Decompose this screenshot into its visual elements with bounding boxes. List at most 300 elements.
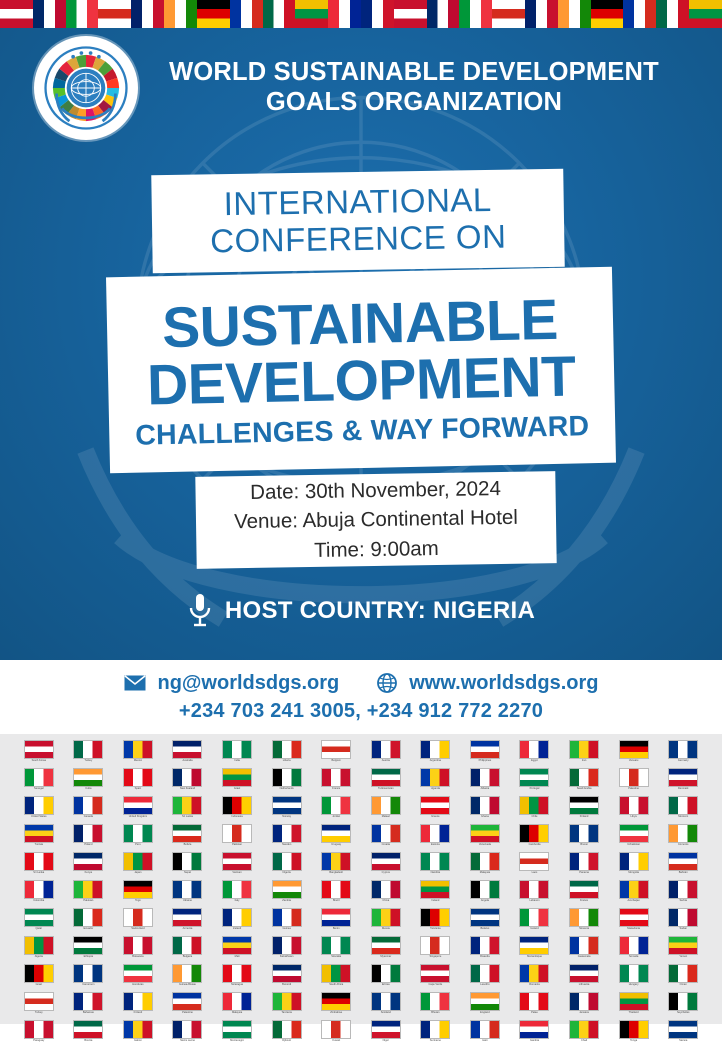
- contact-bar: [0, 660, 722, 734]
- country-name-label: Netherlands: [279, 787, 294, 790]
- country-name-label: Germany: [677, 759, 689, 762]
- country-name-label: Italy: [234, 899, 240, 902]
- country-flag-icon: [222, 852, 252, 871]
- country-flag-icon: [519, 1020, 549, 1039]
- country-name-label: Bolivia: [183, 843, 192, 846]
- country-name-label: Montenegro: [230, 1039, 244, 1042]
- country-flag-icon: [123, 740, 153, 759]
- country-flag-icon: [470, 768, 500, 787]
- country-flag-icon: [569, 852, 599, 871]
- country-name-label: Palestine: [628, 787, 639, 790]
- country-name-label: Gambia: [529, 1039, 540, 1042]
- country-flag-icon: [321, 796, 351, 815]
- country-name-label: Botswana: [132, 955, 144, 958]
- flag-strip-item: [66, 0, 99, 28]
- country-name-label: Haiti: [482, 1039, 488, 1042]
- country-name-label: Egypt: [531, 759, 538, 762]
- country-name-label: Norway: [282, 815, 292, 818]
- country-flag-icon: [172, 824, 202, 843]
- country-flag-icon: [519, 768, 549, 787]
- flag-cell: [313, 936, 359, 963]
- country-flag-icon: [371, 796, 401, 815]
- country-flag-icon: [172, 936, 202, 955]
- country-name-label: Tunisia: [34, 843, 43, 846]
- flag-cell: [165, 1020, 211, 1047]
- country-flag-icon: [420, 824, 450, 843]
- flag-cell: [363, 1020, 409, 1047]
- flag-cell: [264, 796, 310, 823]
- flag-cell: [16, 852, 62, 879]
- country-name-label: Tonga: [630, 1039, 638, 1042]
- flag-cell: [214, 852, 260, 879]
- country-flag-icon: [519, 880, 549, 899]
- country-name-label: Canada: [83, 815, 93, 818]
- flag-cell: [165, 768, 211, 795]
- country-flag-icon: [668, 908, 698, 927]
- flag-cell: [561, 908, 607, 935]
- country-name-label: Guinea-Bissau: [178, 983, 196, 986]
- country-name-label: Serbia: [679, 899, 687, 902]
- flag-cell: [413, 936, 459, 963]
- country-flag-icon: [420, 936, 450, 955]
- country-name-label: Pakistan: [83, 899, 94, 902]
- event-time: Time: 9:00am: [314, 536, 439, 562]
- country-flag-icon: [321, 936, 351, 955]
- country-flag-icon: [619, 964, 649, 983]
- flag-cell: [264, 964, 310, 991]
- country-name-label: Denmark: [677, 787, 689, 790]
- country-flag-icon: [470, 740, 500, 759]
- country-name-label: Togo: [135, 899, 141, 902]
- country-flag-icon: [420, 880, 450, 899]
- flag-cell: [214, 1020, 260, 1047]
- country-flag-icon: [519, 908, 549, 927]
- country-name-label: Indonesia: [231, 815, 243, 818]
- flag-cell: [660, 936, 706, 963]
- country-name-label: Djibouti: [282, 1039, 291, 1042]
- flag-cell: [363, 796, 409, 823]
- country-name-label: Kazakhstan: [279, 955, 294, 958]
- conference-title-line2: DEVELOPMENT: [146, 344, 577, 417]
- flag-cell: [611, 964, 657, 991]
- country-flag-icon: [619, 768, 649, 787]
- country-flag-icon: [222, 768, 252, 787]
- country-flag-icon: [321, 1020, 351, 1039]
- flag-cell: [462, 1020, 508, 1047]
- flag-cell: [16, 768, 62, 795]
- flag-cell: [561, 1020, 607, 1047]
- country-flag-icon: [470, 992, 500, 1011]
- country-name-label: Zambia: [282, 899, 291, 902]
- flag-cell: [660, 824, 706, 851]
- flag-cell: [512, 1020, 558, 1047]
- flag-cell: [313, 796, 359, 823]
- flag-cell: [611, 1020, 657, 1047]
- country-name-label: Cyprus: [381, 871, 390, 874]
- country-flag-icon: [321, 852, 351, 871]
- flag-cell: [313, 992, 359, 1019]
- country-name-label: Tanzania: [430, 927, 441, 930]
- country-flag-icon: [519, 824, 549, 843]
- flag-cell: [413, 796, 459, 823]
- country-flag-icon: [420, 964, 450, 983]
- country-flag-icon: [222, 880, 252, 899]
- country-flag-icon: [470, 796, 500, 815]
- world-flags-panel: [0, 734, 722, 1042]
- country-name-label: Russia: [381, 927, 390, 930]
- country-name-label: Mexico: [133, 759, 143, 762]
- flag-cell: [115, 768, 161, 795]
- country-name-label: Sri Lanka: [33, 871, 45, 874]
- country-flag-icon: [123, 768, 153, 787]
- envelope-icon: [124, 675, 146, 691]
- flag-cell: [16, 908, 62, 935]
- country-flag-icon: [619, 740, 649, 759]
- flag-strip-item: [656, 0, 689, 28]
- flag-cell: [561, 740, 607, 767]
- flag-cell: [214, 992, 260, 1019]
- country-flag-icon: [569, 824, 599, 843]
- flag-cell: [214, 768, 260, 795]
- country-flag-icon: [272, 852, 302, 871]
- country-name-label: Palestine: [182, 1011, 193, 1014]
- country-name-label: Belarus: [480, 927, 490, 930]
- country-name-label: Malawi: [381, 815, 390, 818]
- country-name-label: Ethiopia: [83, 955, 94, 958]
- country-flag-icon: [24, 936, 54, 955]
- flag-cell: [16, 964, 62, 991]
- flag-cell: [413, 880, 459, 907]
- country-name-label: Angola: [480, 899, 489, 902]
- host-country-row: [0, 592, 722, 630]
- event-date: Date: 30th November, 2024: [250, 477, 502, 505]
- country-flag-icon: [24, 1020, 54, 1039]
- flag-cell: [462, 740, 508, 767]
- country-flag-icon: [420, 908, 450, 927]
- flag-cell: [561, 936, 607, 963]
- flag-cell: [165, 796, 211, 823]
- country-flag-icon: [519, 964, 549, 983]
- flag-cell: [66, 768, 112, 795]
- country-name-label: Nepal: [184, 871, 191, 874]
- country-flag-icon: [123, 908, 153, 927]
- country-name-label: Turkey: [84, 759, 93, 762]
- country-name-label: Senegal: [34, 787, 44, 790]
- country-flag-icon: [569, 992, 599, 1011]
- flag-strip-item: [394, 0, 427, 28]
- country-name-label: Seychelles: [676, 1011, 690, 1014]
- country-name-label: Cameroon: [82, 983, 95, 986]
- flag-cell: [66, 852, 112, 879]
- flag-cell: [561, 964, 607, 991]
- country-name-label: Spain: [134, 787, 142, 790]
- country-name-label: Algeria: [34, 955, 43, 958]
- flag-cell: [66, 936, 112, 963]
- country-name-label: Oman: [679, 983, 687, 986]
- flag-cell: [66, 824, 112, 851]
- country-name-label: Tanzania: [281, 1011, 292, 1014]
- country-name-label: Brunei: [580, 843, 588, 846]
- country-flag-icon: [272, 1020, 302, 1039]
- country-name-label: New Zealand: [179, 787, 196, 790]
- flag-cell: [561, 992, 607, 1019]
- flag-cell: [611, 796, 657, 823]
- country-flag-icon: [123, 964, 153, 983]
- country-flag-icon: [420, 1020, 450, 1039]
- country-name-label: Belgium: [331, 759, 341, 762]
- country-name-label: Yemen: [679, 955, 688, 958]
- country-flag-icon: [668, 768, 698, 787]
- flag-cell: [16, 796, 62, 823]
- flag-cell: [16, 824, 62, 851]
- country-name-label: Finland: [579, 815, 589, 818]
- flag-cell: [363, 964, 409, 991]
- flag-cell: [512, 824, 558, 851]
- country-flag-icon: [123, 852, 153, 871]
- country-name-label: Ireland: [431, 899, 440, 902]
- flag-cell: [413, 740, 459, 767]
- country-flag-icon: [222, 992, 252, 1011]
- flag-cell: [313, 824, 359, 851]
- country-name-label: Malaysia: [231, 1011, 243, 1014]
- flag-cell: [462, 992, 508, 1019]
- country-flag-icon: [321, 824, 351, 843]
- country-name-label: Mongolia: [628, 871, 639, 874]
- flag-cell: [214, 936, 260, 963]
- country-name-label: Thailand: [628, 1011, 639, 1014]
- flag-cell: [561, 880, 607, 907]
- flag-cell: [264, 936, 310, 963]
- flag-strip-item: [230, 0, 263, 28]
- country-flag-icon: [24, 796, 54, 815]
- country-flag-icon: [272, 936, 302, 955]
- flag-strip-item: [623, 0, 656, 28]
- event-venue: Venue: Abuja Continental Hotel: [233, 506, 519, 534]
- country-flag-icon: [222, 1020, 252, 1039]
- country-name-label: Portugal: [529, 787, 540, 790]
- country-name-label: Sri Lanka: [182, 815, 193, 818]
- country-flag-icon: [222, 796, 252, 815]
- flag-strip-item: [525, 0, 558, 28]
- flag-cell: [363, 852, 409, 879]
- flag-cell: [115, 992, 161, 1019]
- flag-cell: [561, 796, 607, 823]
- flag-cell: [313, 740, 359, 767]
- flag-cell: [660, 964, 706, 991]
- country-name-label: France: [332, 787, 341, 790]
- country-name-label: Liberia: [282, 759, 291, 762]
- country-flag-icon: [222, 824, 252, 843]
- country-flag-icon: [321, 740, 351, 759]
- flag-cell: [363, 824, 409, 851]
- flag-cell: [115, 880, 161, 907]
- flag-strip-item: [427, 0, 460, 28]
- flag-cell: [214, 824, 260, 851]
- country-flag-icon: [73, 992, 103, 1011]
- top-flag-strip: [0, 0, 722, 28]
- flag-cell: [264, 992, 310, 1019]
- flag-cell: [512, 796, 558, 823]
- country-flag-icon: [371, 908, 401, 927]
- country-flag-icon: [123, 824, 153, 843]
- country-flag-icon: [619, 936, 649, 955]
- country-name-label: Ukraine: [183, 899, 192, 902]
- flag-cell: [165, 992, 211, 1019]
- flag-cell: [313, 964, 359, 991]
- flag-cell: [660, 992, 706, 1019]
- country-flag-icon: [73, 880, 103, 899]
- flag-strip-item: [0, 0, 33, 28]
- flag-cell: [660, 880, 706, 907]
- flag-cell: [165, 880, 211, 907]
- flag-cell: [264, 740, 310, 767]
- country-name-label: Colombia: [33, 899, 45, 902]
- microphone-icon: [187, 592, 213, 630]
- country-flag-icon: [272, 964, 302, 983]
- country-flag-icon: [172, 880, 202, 899]
- country-name-label: Namibia: [430, 871, 441, 874]
- country-name-label: Libya: [630, 815, 637, 818]
- flag-cell: [115, 964, 161, 991]
- flag-strip-item: [558, 0, 591, 28]
- country-flag-icon: [569, 740, 599, 759]
- country-flag-icon: [569, 880, 599, 899]
- country-flag-icon: [420, 740, 450, 759]
- country-flag-icon: [569, 1020, 599, 1039]
- flag-cell: [512, 964, 558, 991]
- flag-strip-item: [591, 0, 624, 28]
- country-name-label: Guatemala: [577, 955, 591, 958]
- country-flag-icon: [172, 852, 202, 871]
- flag-cell: [512, 880, 558, 907]
- country-flag-icon: [172, 908, 202, 927]
- country-flag-icon: [569, 936, 599, 955]
- country-name-label: Ecuador: [83, 927, 94, 930]
- flag-cell: [264, 768, 310, 795]
- flag-cell: [115, 824, 161, 851]
- flag-cell: [512, 936, 558, 963]
- country-name-label: Bulgaria: [182, 955, 193, 958]
- flag-strip-item: [361, 0, 394, 28]
- flag-cell: [214, 880, 260, 907]
- flag-cell: [462, 936, 508, 963]
- flag-cell: [16, 1020, 62, 1047]
- country-flag-icon: [321, 768, 351, 787]
- country-name-label: United Kingdom: [128, 815, 148, 818]
- country-name-label: India: [234, 759, 240, 762]
- flag-cell: [462, 768, 508, 795]
- country-name-label: Jordan: [332, 815, 341, 818]
- contact-phones: +234 703 241 3005, +234 912 772 2270: [178, 699, 544, 722]
- contact-email[interactable]: ng@worldsdgs.org: [157, 671, 340, 694]
- country-flag-icon: [172, 740, 202, 759]
- flag-cell: [611, 880, 657, 907]
- country-name-label: Sierra Leone: [180, 1039, 195, 1042]
- contact-website[interactable]: www.worldsdgs.org: [409, 671, 599, 694]
- country-flag-icon: [371, 880, 401, 899]
- flag-cell: [413, 992, 459, 1019]
- country-name-label: Slovakia: [331, 955, 342, 958]
- world-flags-grid: [16, 740, 706, 1047]
- country-name-label: Zimbabwe: [330, 1011, 343, 1014]
- country-name-label: Estonia: [431, 843, 440, 846]
- flag-cell: [611, 824, 657, 851]
- flag-cell: [115, 740, 161, 767]
- country-name-label: Philippines: [478, 759, 492, 762]
- country-flag-icon: [123, 796, 153, 815]
- flag-cell: [512, 740, 558, 767]
- conference-subtitle: CHALLENGES & WAY FORWARD: [134, 410, 590, 452]
- country-flag-icon: [371, 964, 401, 983]
- flag-cell: [413, 824, 459, 851]
- country-flag-icon: [619, 824, 649, 843]
- flag-cell: [165, 936, 211, 963]
- country-name-label: Eritrea: [381, 983, 390, 986]
- country-name-label: Slovenia: [579, 927, 590, 930]
- country-name-label: France: [580, 899, 589, 902]
- organization-logo: [34, 36, 138, 140]
- country-flag-icon: [420, 852, 450, 871]
- flag-cell: [214, 740, 260, 767]
- country-name-label: Macedonia: [627, 927, 640, 930]
- flag-cell: [214, 908, 260, 935]
- country-flag-icon: [668, 740, 698, 759]
- country-flag-icon: [371, 852, 401, 871]
- conference-title-banner: [106, 267, 616, 474]
- country-name-label: Bahrain: [678, 871, 688, 874]
- country-name-label: Benin: [332, 927, 340, 930]
- country-flag-icon: [668, 992, 698, 1011]
- country-flag-icon: [470, 936, 500, 955]
- country-flag-icon: [519, 740, 549, 759]
- country-name-label: Brazil: [332, 899, 340, 902]
- country-flag-icon: [371, 740, 401, 759]
- flag-cell: [214, 964, 260, 991]
- country-flag-icon: [172, 1020, 202, 1039]
- country-name-label: Israel: [35, 983, 42, 986]
- country-name-label: Iran: [581, 759, 587, 762]
- country-flag-icon: [470, 1020, 500, 1039]
- country-flag-icon: [470, 908, 500, 927]
- country-flag-icon: [420, 796, 450, 815]
- flag-cell: [462, 796, 508, 823]
- country-name-label: Azerbaijan: [627, 899, 640, 902]
- flag-cell: [115, 936, 161, 963]
- flag-cell: [512, 992, 558, 1019]
- flag-strip-item: [492, 0, 525, 28]
- flag-cell: [413, 852, 459, 879]
- country-flag-icon: [619, 880, 649, 899]
- country-name-label: Armenia: [182, 927, 193, 930]
- country-flag-icon: [371, 824, 401, 843]
- country-flag-icon: [470, 852, 500, 871]
- flag-cell: [115, 852, 161, 879]
- country-name-label: Palau: [531, 1011, 538, 1014]
- flag-cell: [66, 908, 112, 935]
- country-name-label: Israel: [233, 787, 241, 790]
- flag-cell: [462, 964, 508, 991]
- country-flag-icon: [24, 768, 54, 787]
- country-name-label: Sudan: [679, 927, 687, 930]
- country-name-label: Croatia: [381, 843, 390, 846]
- country-name-label: Austria: [381, 759, 390, 762]
- country-name-label: Pakistan: [232, 843, 243, 846]
- country-name-label: Lesotho: [480, 983, 490, 986]
- country-name-label: Switzerland: [131, 927, 145, 930]
- flag-cell: [66, 964, 112, 991]
- flag-cell: [313, 768, 359, 795]
- country-flag-icon: [24, 908, 54, 927]
